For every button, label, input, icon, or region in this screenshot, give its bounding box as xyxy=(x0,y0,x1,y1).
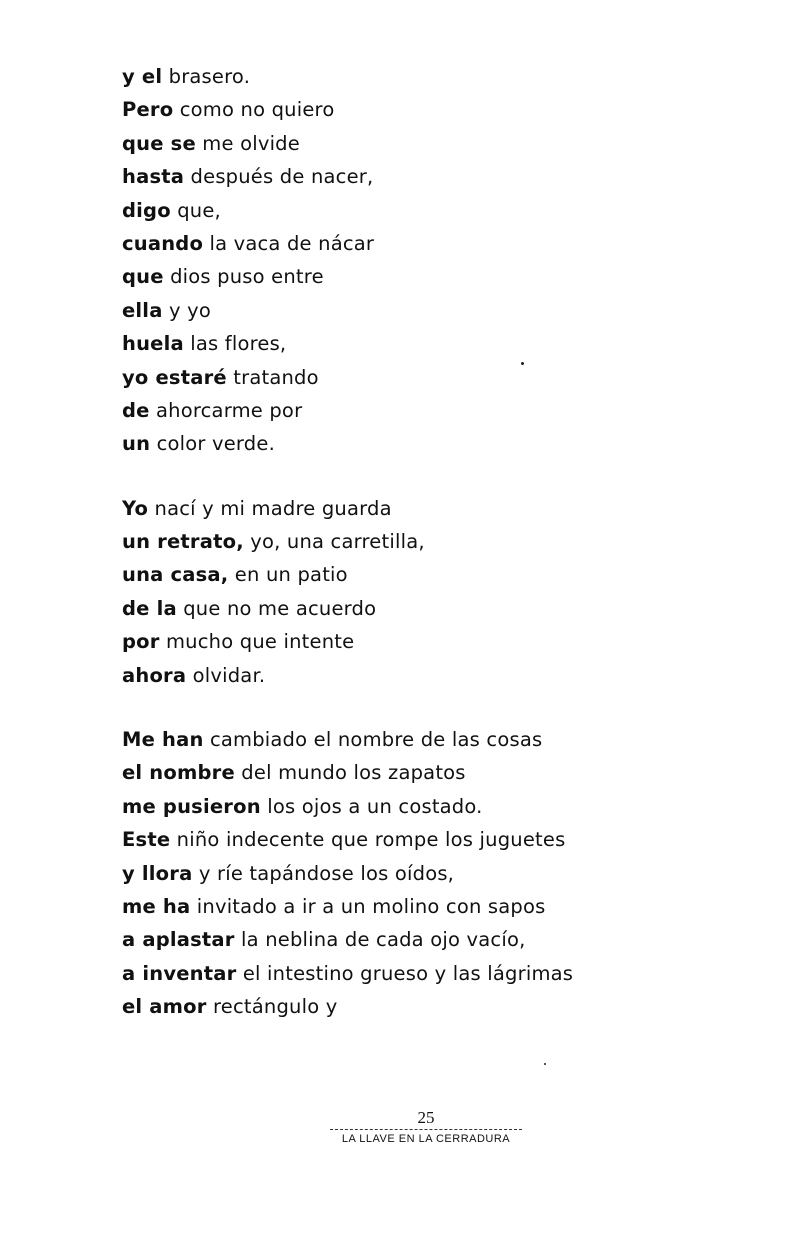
line-rest: el intestino grueso y las lágrimas xyxy=(236,961,574,985)
poem-line xyxy=(122,756,573,789)
line-rest: yo, una carretilla, xyxy=(243,530,425,554)
poem-line xyxy=(122,525,573,558)
line-rest: mucho que intente xyxy=(159,630,355,654)
line-lead: Me han xyxy=(122,728,204,752)
ink-speck xyxy=(521,362,524,365)
line-lead: que xyxy=(122,265,164,289)
line-lead: de xyxy=(122,398,150,422)
poem-line xyxy=(122,823,573,856)
poem-line xyxy=(122,227,573,260)
line-lead: un retrato, xyxy=(122,530,244,554)
poem-line xyxy=(122,890,573,923)
line-lead: Este xyxy=(122,828,171,852)
ink-speck xyxy=(544,1063,546,1065)
line-lead: ella xyxy=(122,298,163,322)
line-lead: de la xyxy=(122,596,177,620)
poem-line xyxy=(122,93,573,126)
line-rest: que no me acuerdo xyxy=(176,596,377,620)
poem-line xyxy=(122,990,573,1023)
poem-line xyxy=(122,427,573,460)
line-lead: a aplastar xyxy=(122,928,235,952)
poem-line xyxy=(122,857,573,890)
line-rest: y yo xyxy=(162,298,211,322)
line-rest: rectángulo y xyxy=(206,995,338,1019)
line-rest: cambiado el nombre de las cosas xyxy=(203,728,543,752)
poem-line xyxy=(122,923,573,956)
poem-line xyxy=(122,492,573,525)
line-rest: color verde. xyxy=(150,432,275,456)
line-rest: nací y mi madre guarda xyxy=(148,496,392,520)
poem-line xyxy=(122,294,573,327)
line-rest: dios puso entre xyxy=(163,265,324,289)
line-lead: una casa, xyxy=(122,563,229,587)
line-rest: me olvide xyxy=(195,131,300,155)
line-lead: y el xyxy=(122,65,163,88)
running-title: LA LLAVE EN LA CERRADURA xyxy=(341,1133,511,1145)
line-rest: ahorcarme por xyxy=(149,398,303,422)
poem-line xyxy=(122,160,573,193)
line-lead: que se xyxy=(122,131,196,155)
poem-line xyxy=(122,60,573,93)
line-lead: hasta xyxy=(122,165,185,189)
poem-line xyxy=(122,558,573,591)
line-rest: que, xyxy=(170,198,221,222)
line-lead: yo estaré xyxy=(122,365,227,389)
line-lead: el nombre xyxy=(122,761,235,785)
poem-line xyxy=(122,394,573,427)
line-lead: huela xyxy=(122,332,184,356)
line-rest: después de nacer, xyxy=(184,165,374,189)
line-rest: del mundo los zapatos xyxy=(234,761,466,785)
line-lead: ahora xyxy=(122,663,187,687)
line-lead: Yo xyxy=(122,496,149,520)
line-lead: digo xyxy=(122,198,171,222)
line-lead: el amor xyxy=(122,995,207,1019)
stanza-break xyxy=(122,692,573,723)
line-lead: cuando xyxy=(122,231,204,255)
poem-line xyxy=(122,327,573,360)
poem-line xyxy=(122,625,573,658)
line-rest: la vaca de nácar xyxy=(203,231,375,255)
stanza-break xyxy=(122,461,573,492)
line-rest: tratando xyxy=(226,365,319,389)
line-rest: olvidar. xyxy=(186,663,266,687)
line-rest: en un patio xyxy=(228,563,348,587)
line-rest: como no quiero xyxy=(173,98,335,122)
poem-line xyxy=(122,659,573,692)
line-lead: me ha xyxy=(122,894,191,918)
line-rest: brasero. xyxy=(162,65,251,88)
line-lead: un xyxy=(122,432,151,456)
line-lead: me pusieron xyxy=(122,794,261,818)
line-rest: las flores, xyxy=(183,332,287,356)
line-rest: y ríe tapándose los oídos, xyxy=(192,861,455,885)
line-lead: a inventar xyxy=(122,961,237,985)
page-number: 25 xyxy=(330,1108,522,1130)
line-rest: los ojos a un costado. xyxy=(260,794,483,818)
line-rest: invitado a ir a un molino con sapos xyxy=(190,894,546,918)
poem-line xyxy=(122,957,573,990)
poem-body xyxy=(122,60,573,1024)
line-lead: por xyxy=(122,630,160,654)
poem-line xyxy=(122,790,573,823)
page-footer xyxy=(330,1108,522,1145)
poem-line xyxy=(122,194,573,227)
poem-line xyxy=(122,361,573,394)
poem-line xyxy=(122,127,573,160)
line-rest: la neblina de cada ojo vacío, xyxy=(234,928,526,952)
line-lead: y llora xyxy=(122,861,193,885)
poem-line xyxy=(122,723,573,756)
poem-line xyxy=(122,592,573,625)
line-lead: Pero xyxy=(122,98,174,122)
line-rest: niño indecente que rompe los juguetes xyxy=(170,828,566,852)
poem-line xyxy=(122,260,573,293)
